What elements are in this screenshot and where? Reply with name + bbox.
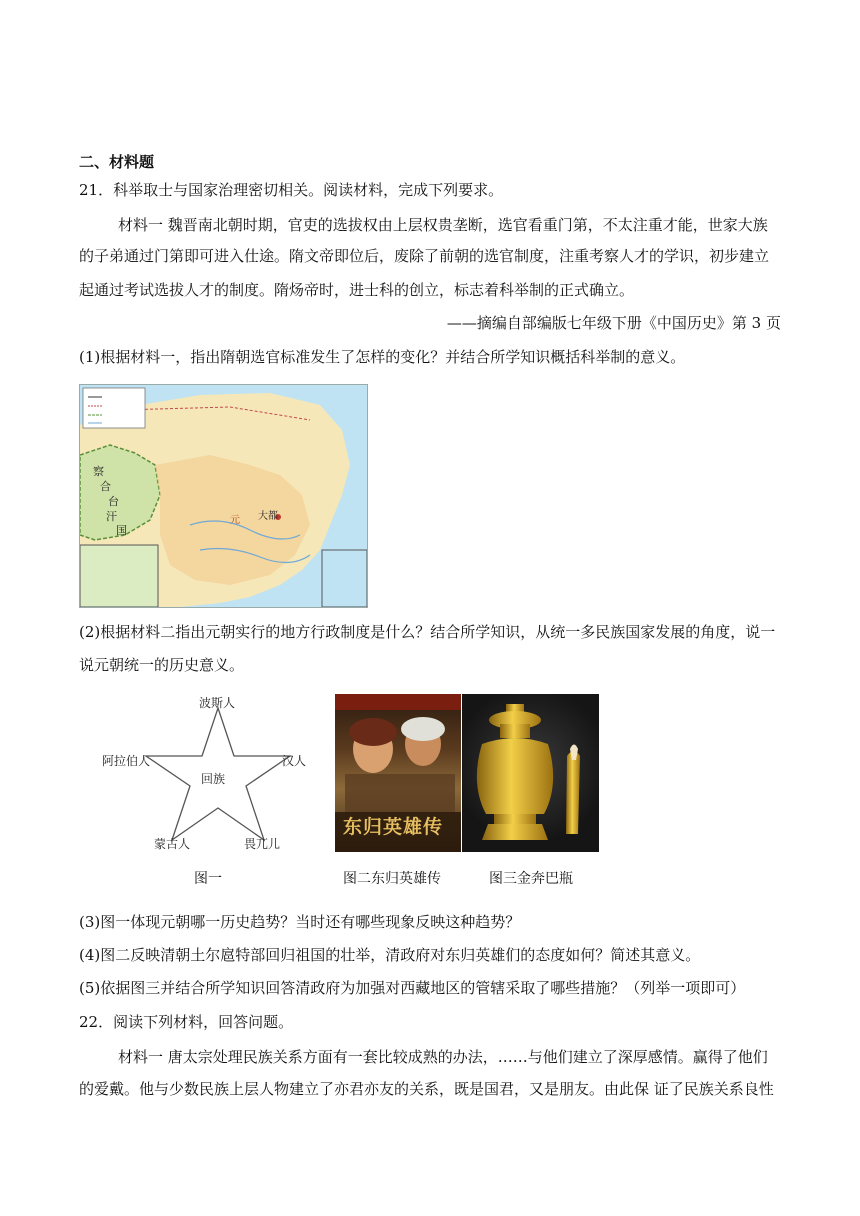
- map-label-cha: 察: [93, 465, 104, 478]
- q22-stem: 22．阅读下列材料，回答问题。: [79, 1013, 294, 1031]
- star-bottom-right-label: 畏兀儿: [244, 837, 281, 851]
- poster-title: 东归英雄传: [343, 816, 444, 838]
- q22-material1-line1: 材料一 唐太宗处理民族关系方面有一套比较成熟的办法，……与他们建立了深厚感情。赢得了他们: [118, 1048, 768, 1066]
- map-label-dadu: 大都: [258, 511, 278, 522]
- map-label-he: 合: [100, 480, 111, 493]
- q21-sub2-line1: (2)根据材料二指出元朝实行的地方行政制度是什么？结合所学知识，从统一多民族国家发展的角度，说一: [79, 623, 776, 641]
- dongguiyingxiongzhuan-poster-image: [335, 694, 461, 852]
- star-right-label: 汉人: [282, 754, 307, 768]
- q22-material1-line2: 的爱戴。他与少数民族上层人物建立了亦君亦友的关系，既是国君，又是朋友。由此保 证了民族关系良性: [79, 1080, 774, 1098]
- map-label-han: 汗: [106, 510, 117, 523]
- star-top-label: 波斯人: [199, 696, 236, 710]
- section-title: 二、材料题: [79, 153, 155, 171]
- star-center-label: 回族: [201, 772, 226, 786]
- fig1-caption: 图一: [194, 871, 222, 887]
- fig3-caption: 图三金奔巴瓶: [489, 871, 573, 887]
- map-label-yuan: 元: [230, 515, 240, 526]
- q21-sub1: (1)根据材料一，指出隋朝选官标准发生了怎样的变化？并结合所学知识概括科举制的意义。: [79, 348, 686, 366]
- q21-sub5: (5)依据图三并结合所学知识回答清政府为加强对西藏地区的管辖采取了哪些措施？（列举一项即可）: [79, 979, 746, 997]
- q21-sub3: (3)图一体现元朝哪一历史趋势？当时还有哪些现象反映这种趋势？: [79, 913, 521, 931]
- golden-urn-image: [462, 694, 599, 852]
- q21-stem: 21．科举取士与国家治理密切相关。阅读材料，完成下列要求。: [79, 181, 504, 199]
- q21-sub2-line2: 说元朝统一的历史意义。: [79, 656, 245, 674]
- q21-source: ——摘编自部编版七年级下册《中国历史》第 3 页: [446, 314, 781, 332]
- map-label-tai: 台: [108, 495, 119, 508]
- q21-sub4: (4)图二反映清朝土尔扈特部回归祖国的壮举，清政府对东归英雄们的态度如何？简述其意义。: [79, 946, 701, 964]
- yuan-map-image: [79, 384, 368, 608]
- q21-material1-line3: 起通过考试选拔人才的制度。隋炀帝时，进士科的创立，标志着科举制的正式确立。: [79, 281, 635, 299]
- q21-material1-line2: 的子弟通过门第即可进入仕途。隋文帝即位后，废除了前朝的选官制度，注重考察人才的学识，初步建立: [79, 247, 770, 265]
- fig2-caption: 图二东归英雄传: [343, 871, 441, 887]
- map-label-guo: 国: [116, 524, 127, 537]
- q21-material1-line1: 材料一 魏晋南北朝时期，官吏的选拔权由上层权贵垄断，选官看重门第，不太注重才能，世家大族: [118, 216, 768, 234]
- star-left-label: 阿拉伯人: [102, 754, 151, 768]
- star-bottom-left-label: 蒙古人: [154, 837, 191, 851]
